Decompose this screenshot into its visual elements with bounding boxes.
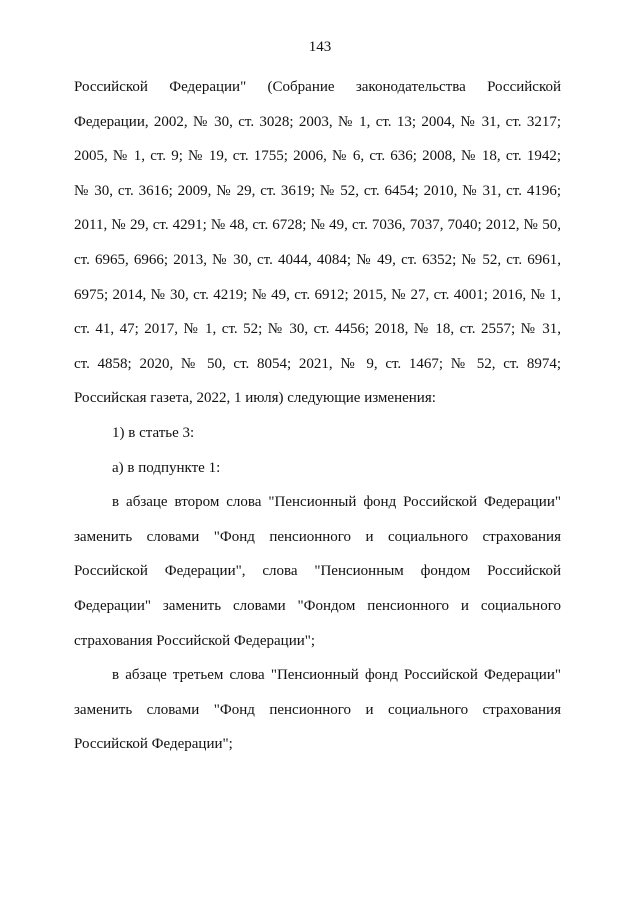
text-line: 2005, № 1, ст. 9; № 19, ст. 1755; 2006, № 6, ст. 636; 2008, № 18, ст. 1942;: [74, 148, 561, 165]
text-line: Российской Федерации", слова "Пенсионным фондом Российской: [74, 563, 561, 580]
paragraph-amendment-sources: [74, 70, 561, 416]
paragraph-second-abzac: [74, 485, 561, 658]
text-line: в абзаце третьем слова "Пенсионный фонд Российской Федерации": [112, 667, 561, 684]
text-line: заменить словами "Фонд пенсионного и социального страхования: [74, 701, 561, 718]
text-line: 2011, № 29, ст. 4291; № 48, ст. 6728; № 49, ст. 7036, 7037, 7040; 2012, № 50,: [74, 217, 561, 234]
text-line: ст. 41, 47; 2017, № 1, ст. 52; № 30, ст. 4456; 2018, № 18, ст. 2557; № 31,: [74, 321, 561, 338]
text-line: ст. 6965, 6966; 2013, № 30, ст. 4044, 4084; № 49, ст. 6352; № 52, ст. 6961,: [74, 251, 561, 268]
text-line: 6975; 2014, № 30, ст. 4219; № 49, ст. 6912; 2015, № 27, ст. 4001; 2016, № 1,: [74, 286, 561, 303]
text-line: Федерации, 2002, № 30, ст. 3028; 2003, № 1, ст. 13; 2004, № 31, ст. 3217;: [74, 113, 561, 130]
text-line: Федерации" заменить словами "Фондом пенсионного и социального: [74, 597, 561, 614]
paragraph-subitem-1: [74, 451, 561, 486]
page-number: 143: [308, 39, 332, 55]
text-line: заменить словами "Фонд пенсионного и социального страхования: [74, 528, 561, 545]
text-line: 1) в статье 3:: [112, 424, 195, 441]
paragraph-article-3: [74, 416, 561, 451]
document-body: [74, 70, 561, 762]
text-line: в абзаце втором слова "Пенсионный фонд Российской Федерации": [112, 494, 561, 511]
text-line: № 30, ст. 3616; 2009, № 29, ст. 3619; № 52, ст. 6454; 2010, № 31, ст. 4196;: [74, 182, 561, 199]
text-line: страхования Российской Федерации";: [74, 632, 316, 649]
text-line: Российской Федерации" (Собрание законодательства Российской: [74, 79, 561, 95]
paragraph-third-abzac: [74, 658, 561, 762]
text-line: Российская газета, 2022, 1 июля) следующие изменения:: [74, 390, 436, 407]
text-line: а) в подпункте 1:: [112, 459, 221, 476]
text-line: ст. 4858; 2020, № 50, ст. 8054; 2021, № 9, ст. 1467; № 52, ст. 8974;: [74, 355, 561, 372]
text-line: Российской Федерации";: [74, 736, 233, 753]
